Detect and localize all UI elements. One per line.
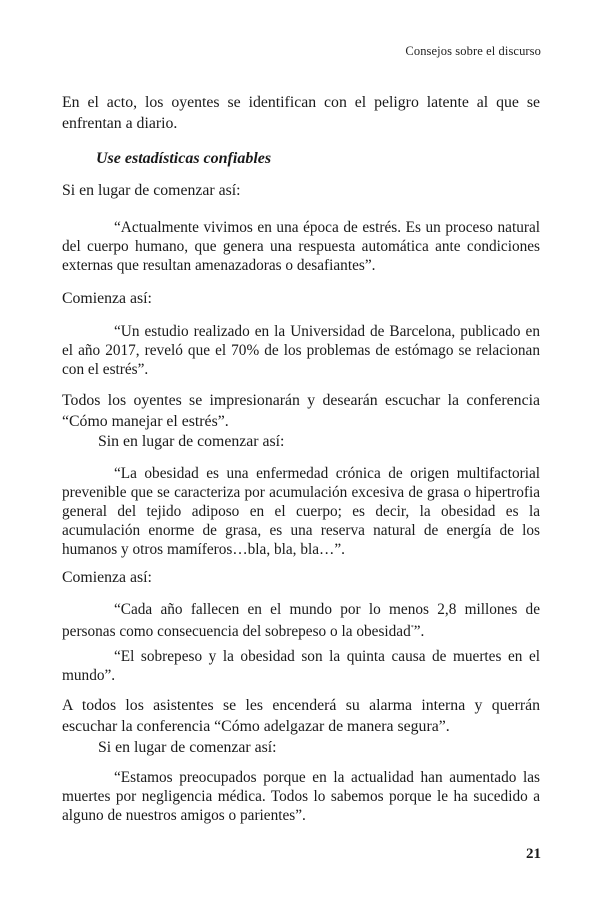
quote-text: “Actualmente vivimos en una época de estrés. Es un proceso natural del cuerpo humano, que genera una respuesta automática ante condiciones externas que resultan amenazadoras o desafiantes”. <box>62 219 540 274</box>
quote-text: “Estamos preocupados porque en la actualidad han aumentado las muertes por negligencia médica. Todos lo sabemos porque le ha sucedido a alguno de nuestros amigos o parientes”. <box>62 769 540 824</box>
quote-stress-good <box>62 322 540 379</box>
quote-text: “El sobrepeso y la obesidad son la quinta causa de muertes en el mundo”. <box>62 648 540 684</box>
quote-obesity-good-2 <box>62 647 540 685</box>
paragraph-stress-result: Todos los oyentes se impresionarán y desearán escuchar la conferencia “Cómo manejar el estrés”. <box>62 392 540 430</box>
quote-text: “Cada año fallecen en el mundo por lo menos 2,8 millones de personas como consecuencia del sobrepeso o la obesidad <box>62 601 540 640</box>
paragraph-obesity-result: A todos los asistentes se les encenderá su alarma interna y querrán escuchar la conferencia “Cómo adelgazar de manera segura”. <box>62 697 540 735</box>
footnote-mark: * <box>410 625 414 631</box>
quote-stress-bad <box>62 218 540 275</box>
quote-obesity-bad <box>62 464 540 559</box>
paragraph-instead: Si en lugar de comenzar así: <box>62 182 241 199</box>
paragraph-instead-3: Si en lugar de comenzar así: <box>98 739 277 756</box>
quote-text: “La obesidad es una enfermedad crónica de origen multifactorial prevenible que se caracteriza por acumulación excesiva de grasa o hipertrofia general del tejido adiposo en el cuerpo; es decir, la obesidad es la acumulación enorme de grasa, es una reserva natural de energía de los humanos y otros mamíferos…bla, bla, bla…”. <box>62 465 540 558</box>
quote-obesity-good-1 <box>62 600 540 641</box>
quote-text: “Un estudio realizado en la Universidad de Barcelona, publicado en el año 2017, reveló que el 70% de los problemas de estómago se relacionan con el estrés”. <box>62 323 540 378</box>
page-number: 21 <box>526 846 541 862</box>
quote-text-end: ”. <box>413 623 425 640</box>
section-subheading: Use estadísticas confiables <box>96 150 272 167</box>
paragraph-intro: En el acto, los oyentes se identifican con el peligro latente al que se enfrentan a diario. <box>62 94 540 132</box>
quote-medical <box>62 768 540 825</box>
paragraph-begin-2: Comienza así: <box>62 569 152 586</box>
running-header: Consejos sobre el discurso <box>405 44 541 58</box>
paragraph-begin: Comienza así: <box>62 290 152 307</box>
paragraph-instead-2: Sin en lugar de comenzar así: <box>98 433 285 450</box>
